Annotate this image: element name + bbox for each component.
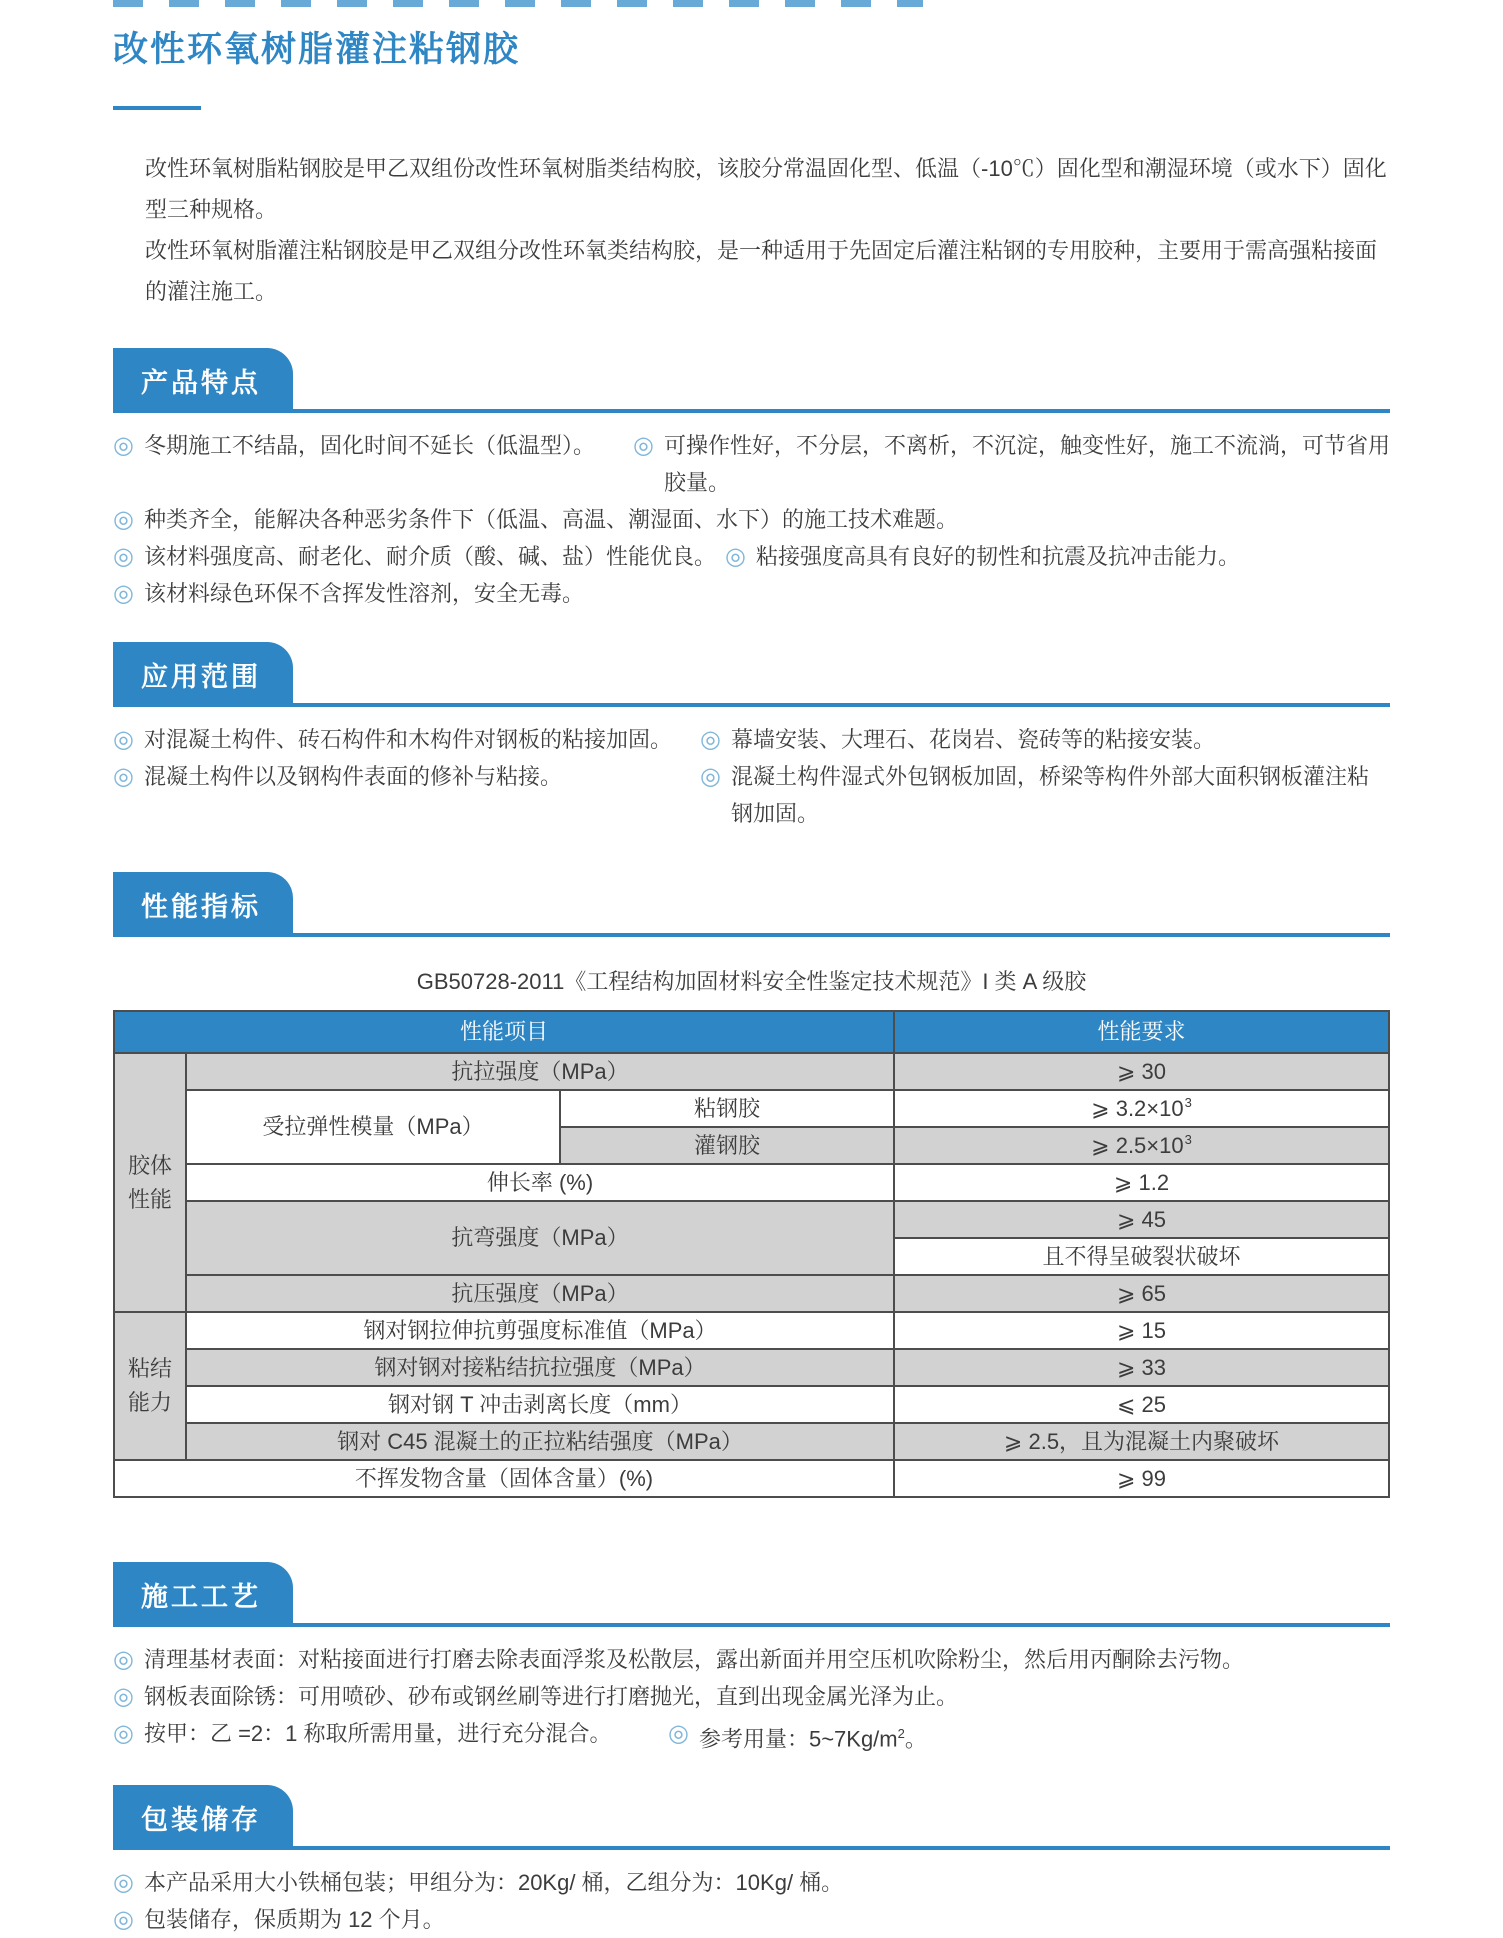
section-features-header [113,348,1390,413]
list-row [113,1864,1390,1901]
table-cell-label: 抗压强度（MPa） [187,1276,893,1311]
list-row [113,1678,1390,1715]
features-heading-rule [293,409,1390,413]
standard-caption: GB50728-2011《工程结构加固材料安全性鉴定技术规范》I 类 A 级胶 [416,969,1087,994]
section-performance-header [113,872,1390,937]
double-circle-bullet-icon: ◎ [113,726,134,753]
applications-heading-badge: 应用范围 [113,642,293,707]
table-cell-value: 且不得呈破裂状破坏 [895,1239,1388,1274]
list-row [113,538,1390,575]
list-item-text: 本产品采用大小铁桶包装；甲组分为：20Kg/ 桶，乙组分为：10Kg/ 桶。 [143,1870,844,1896]
double-circle-bullet-icon: ◎ [633,432,654,459]
list-item [113,575,584,612]
list-item [113,1641,1244,1678]
list-item-text: 幕墙安装、大理石、花岗岩、瓷砖等的粘接安装。 [730,727,1215,752]
list-item [113,501,958,538]
title-underline [113,106,201,110]
list-row [113,721,1390,758]
table-cell-value: ⩾ 45 [895,1202,1388,1237]
value-base: ⩾ 2.5×10 [1091,1132,1184,1158]
table-cell-value: ⩾ 30 [895,1054,1388,1089]
intro-paragraph [113,148,1390,312]
table-cell-label: 受拉弹性模量（MPa） [187,1091,559,1163]
double-circle-bullet-icon: ◎ [113,1906,134,1934]
table-cell-label: 钢对钢 T 冲击剥离长度（mm） [187,1387,893,1422]
list-item-text: 种类齐全，能解决各种恶劣条件下（低温、高温、潮湿面、水下）的施工技术难题。 [143,507,958,532]
list-item [113,1901,445,1938]
list-item [113,427,633,464]
table-cell-value: ⩾ 99 [895,1461,1388,1496]
table-cell-value [895,1091,1388,1126]
table-cell-label: 不挥发物含量（固体含量）(%) [115,1461,893,1496]
row-group-glue-performance: 胶体性能 [115,1054,185,1311]
value-superscript: 3 [1184,1131,1192,1147]
intro-line-1: 改性环氧树脂粘钢胶是甲乙双组份改性环氧树脂类结构胶，该胶分常温固化型、低温（-10℃）固化型和潮湿环境（或水下）固化型三种规格。 [145,156,1387,222]
packaging-heading-badge: 包装储存 [113,1785,293,1850]
list-item [700,758,1390,832]
construction-heading-badge: 施工工艺 [113,1562,293,1627]
column-header-item: 性能项目 [115,1012,893,1052]
table-cell-sublabel: 粘钢胶 [561,1091,893,1126]
list-row [113,1641,1390,1678]
section-construction-header [113,1562,1390,1627]
section-packaging-header [113,1785,1390,1850]
table-cell-value: ⩾ 15 [895,1313,1388,1348]
double-circle-bullet-icon: ◎ [700,726,721,753]
list-item [113,721,700,758]
list-item [633,427,1390,501]
table-cell-value [895,1128,1388,1163]
list-item-text: 清理基材表面：对粘接面进行打磨去除表面浮浆及松散层，露出新面并用空压机吹除粉尘，然后用丙酮除去污物。 [143,1647,1244,1672]
list-item-text: 按甲：乙 =2：1 称取所需用量，进行充分混合。 [143,1721,612,1746]
list-item [113,1715,668,1752]
list-item-text: 对混凝土构件、砖石构件和木构件对钢板的粘接加固。 [143,727,672,752]
section-applications-header [113,642,1390,707]
list-item-text: 参考用量：$5\sim 7Kg/m^2$。 [698,1726,927,1752]
list-item [725,538,1240,575]
construction-heading-rule [293,1623,1390,1627]
table-cell-label: 钢对钢拉伸抗剪强度标准值（MPa） [187,1313,893,1348]
table-cell-value: ⩽ 25 [895,1387,1388,1422]
double-circle-bullet-icon: ◎ [113,1683,134,1710]
list-item [113,538,725,575]
list-row [113,758,1390,832]
list-row [113,501,1390,538]
table-cell-label: 伸长率 (%) [187,1165,893,1200]
table-cell-value: ⩾ 1.2 [895,1165,1388,1200]
row-group-bonding-capacity: 粘结能力 [115,1313,185,1459]
list-item-text: 包装储存，保质期为 12 个月。 [143,1907,445,1933]
double-circle-bullet-icon: ◎ [113,1720,134,1747]
double-circle-bullet-icon: ◎ [113,1646,134,1673]
double-circle-bullet-icon: ◎ [113,543,134,570]
value-superscript: 3 [1184,1094,1192,1110]
performance-heading-rule [293,933,1390,937]
double-circle-bullet-icon: ◎ [700,763,721,790]
double-circle-bullet-icon: ◎ [113,506,134,533]
double-circle-bullet-icon: ◎ [113,763,134,790]
list-row [113,1901,1390,1938]
page-title: 改性环氧树脂灌注粘钢胶 [113,30,521,69]
double-circle-bullet-icon: ◎ [668,1720,689,1747]
list-item-text: 该材料绿色环保不含挥发性溶剂，安全无毒。 [143,581,584,606]
list-item-text: 混凝土构件以及钢构件表面的修补与粘接。 [143,764,562,789]
list-item-text: 混凝土构件湿式外包钢板加固，桥梁等构件外部大面积钢板灌注粘钢加固。 [730,764,1369,826]
table-cell-label: 抗拉强度（MPa） [187,1054,893,1089]
list-item [113,758,700,795]
intro-line-2: 改性环氧树脂灌注粘钢胶是甲乙双组分改性环氧类结构胶，是一种适用于先固定后灌注粘钢的专用胶种，主要用于需高强粘接面的灌注施工。 [145,238,1378,304]
table-cell-label: 钢对 C45 混凝土的正拉粘结强度（MPa） [187,1424,893,1459]
table-cell-value: ⩾ 65 [895,1276,1388,1311]
list-row [113,1715,1390,1757]
list-item [668,1715,927,1757]
double-circle-bullet-icon: ◎ [113,1869,134,1897]
column-header-requirement: 性能要求 [895,1012,1388,1052]
list-item [700,721,1215,758]
table-cell-label: 钢对钢对接粘结抗拉强度（MPa） [187,1350,893,1385]
list-item [113,1864,843,1901]
list-item-text: 冬期施工不结晶，固化时间不延长（低温型）。 [143,433,595,458]
double-circle-bullet-icon: ◎ [113,580,134,607]
list-item-text: 钢板表面除锈：可用喷砂、砂布或钢丝刷等进行打磨抛光，直到出现金属光泽为止。 [143,1684,958,1709]
table-cell-value: ⩾ 33 [895,1350,1388,1385]
list-item [113,1678,958,1715]
packaging-list [113,1864,1390,1938]
table-cell-label: 抗弯强度（MPa） [187,1202,893,1274]
list-row [113,427,1390,501]
double-circle-bullet-icon: ◎ [113,432,134,459]
applications-list [113,721,1390,832]
table-cell-value: ⩾ 2.5，且为混凝土内聚破坏 [895,1424,1388,1459]
list-item-text: 该材料强度高、耐老化、耐介质（酸、碱、盐）性能优良。 [143,544,716,569]
value-base: ⩾ 3.2×10 [1091,1095,1184,1121]
packaging-heading-rule [293,1846,1390,1850]
value-superscript: 2 [897,1726,905,1741]
list-row [113,575,1390,612]
applications-heading-rule [293,703,1390,707]
list-item-text: 粘接强度高具有良好的韧性和抗震及抗冲击能力。 [755,544,1240,569]
features-list [113,427,1390,612]
features-heading-badge: 产品特点 [113,348,293,413]
construction-list [113,1641,1390,1757]
double-circle-bullet-icon: ◎ [725,543,746,570]
performance-table [113,1010,1390,1498]
performance-heading-badge: 性能指标 [113,872,293,937]
table-cell-sublabel: 灌钢胶 [561,1128,893,1163]
list-item-text: 可操作性好，不分层，不离析，不沉淀，触变性好，施工不流淌，可节省用胶量。 [663,433,1390,495]
